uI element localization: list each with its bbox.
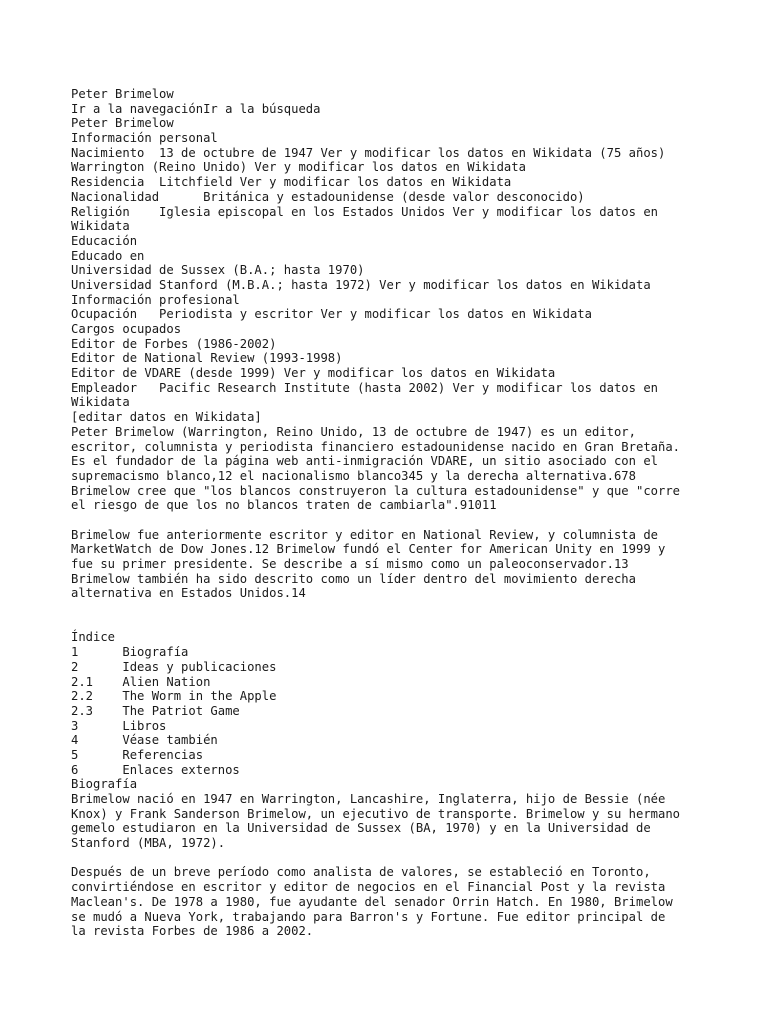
text-line: fue su primer presidente. Se describe a sí mismo como un paleoconservador.13	[71, 557, 629, 571]
text-line: 2.1 Alien Nation	[71, 674, 211, 689]
text-line: Educado en	[71, 248, 145, 263]
text-line: Información profesional	[71, 292, 240, 307]
text-line: Peter Brimelow	[71, 87, 174, 101]
text-line: Información personal	[71, 131, 218, 146]
text-line: se mudó a Nueva York, trabajando para Barron's y Fortune. Fue editor principal de	[71, 909, 666, 924]
text-line: 6 Enlaces externos	[71, 762, 240, 777]
text-line: Stanford (MBA, 1972).	[71, 836, 226, 851]
text-line: Brimelow también ha sido descrito como un líder dentro del movimiento derecha	[71, 571, 636, 586]
text-line: Empleador Pacific Research Institute (hasta 2002) Ver y modificar los datos en	[71, 380, 658, 395]
text-line: 1 Biografía	[71, 645, 189, 660]
text-line: 2.3 The Patriot Game	[71, 703, 240, 718]
text-line: Brimelow cree que "los blancos construyeron la cultura estadounidense" y que "corre	[71, 483, 681, 498]
text-line: Índice	[71, 630, 116, 645]
text-line: Editor de Forbes (1986-2002)	[71, 336, 277, 351]
text-line: Ocupación Periodista y escritor Ver y modificar los datos en Wikidata	[71, 307, 592, 322]
text-line: alternativa en Estados Unidos.14	[71, 586, 306, 601]
text-line: Editor de VDARE (desde 1999) Ver y modificar los datos en Wikidata	[71, 366, 556, 381]
text-line: Es el fundador de la página web anti-inmigración VDARE, un sitio asociado con el	[71, 454, 658, 469]
text-line: Warrington (Reino Unido) Ver y modificar los datos en Wikidata	[71, 160, 526, 175]
text-line: 2.2 The Worm in the Apple	[71, 689, 277, 704]
text-line: Biografía	[71, 777, 138, 792]
text-line: 4 Véase también	[71, 733, 218, 748]
text-line: Peter Brimelow	[71, 116, 174, 131]
text-line: Educación	[71, 233, 138, 248]
text-line: Universidad de Sussex (B.A.; hasta 1970)	[71, 263, 365, 278]
text-line: escritor, columnista y periodista financiero estadounidense nacido en Gran Bretaña.	[71, 439, 681, 454]
text-line: Religión Iglesia episcopal en los Estados Unidos Ver y modificar los datos en	[71, 204, 658, 219]
blank-line	[71, 601, 711, 616]
text-line: la revista Forbes de 1986 a 2002.	[71, 924, 314, 939]
text-line: 2 Ideas y publicaciones	[71, 659, 277, 674]
text-line: [editar datos en Wikidata]	[71, 410, 262, 425]
text-line: Editor de National Review (1993-1998)	[71, 351, 343, 366]
text-line: Cargos ocupados	[71, 322, 182, 336]
text-line: Universidad Stanford (M.B.A.; hasta 1972) Ver y modificar los datos en Wikidata	[71, 277, 651, 292]
text-line: Ir a la navegaciónIr a la búsqueda	[71, 101, 321, 116]
text-line: Brimelow nació en 1947 en Warrington, Lancashire, Inglaterra, hijo de Bessie (née	[71, 792, 666, 806]
text-line: Brimelow fue anteriormente escritor y editor en National Review, y columnista de	[71, 527, 658, 542]
text-line: Wikidata	[71, 219, 130, 234]
text-line: Nacionalidad Británica y estadounidense (desde valor desconocido)	[71, 189, 585, 204]
text-line: gemelo estudiaron en la Universidad de Sussex (BA, 1970) y en la Universidad de	[71, 821, 651, 836]
text-line: Knox) y Frank Sanderson Brimelow, un ejecutivo de transporte. Brimelow y su hermano	[71, 806, 681, 821]
text-line: el riesgo de que los no blancos traten de cambiarla".91011	[71, 498, 497, 513]
text-line: Peter Brimelow (Warrington, Reino Unido, 13 de octubre de 1947) es un editor,	[71, 424, 636, 439]
text-line: MarketWatch de Dow Jones.12 Brimelow fundó el Center for American Unity en 1999 y	[71, 542, 666, 557]
text-line: Wikidata	[71, 395, 130, 410]
blank-line	[71, 616, 711, 631]
text-line: Residencia Litchfield Ver y modificar los datos en Wikidata	[71, 175, 512, 190]
text-line: Maclean's. De 1978 a 1980, fue ayudante del senador Orrin Hatch. En 1980, Brimelow	[71, 894, 673, 909]
text-line: Nacimiento 13 de octubre de 1947 Ver y modificar los datos en Wikidata (75 años)	[71, 145, 666, 160]
document-text	[71, 87, 711, 939]
blank-line	[71, 513, 711, 528]
text-line: convirtiéndose en escritor y editor de negocios en el Financial Post y la revista	[71, 880, 666, 895]
text-line: 5 Referencias	[71, 747, 204, 762]
text-line: Después de un breve período como analista de valores, se estableció en Toronto,	[71, 865, 651, 880]
text-line: supremacismo blanco,12 el nacionalismo blanco345 y la derecha alternativa.678	[71, 468, 636, 483]
blank-line	[71, 851, 711, 866]
text-line: 3 Libros	[71, 718, 167, 733]
